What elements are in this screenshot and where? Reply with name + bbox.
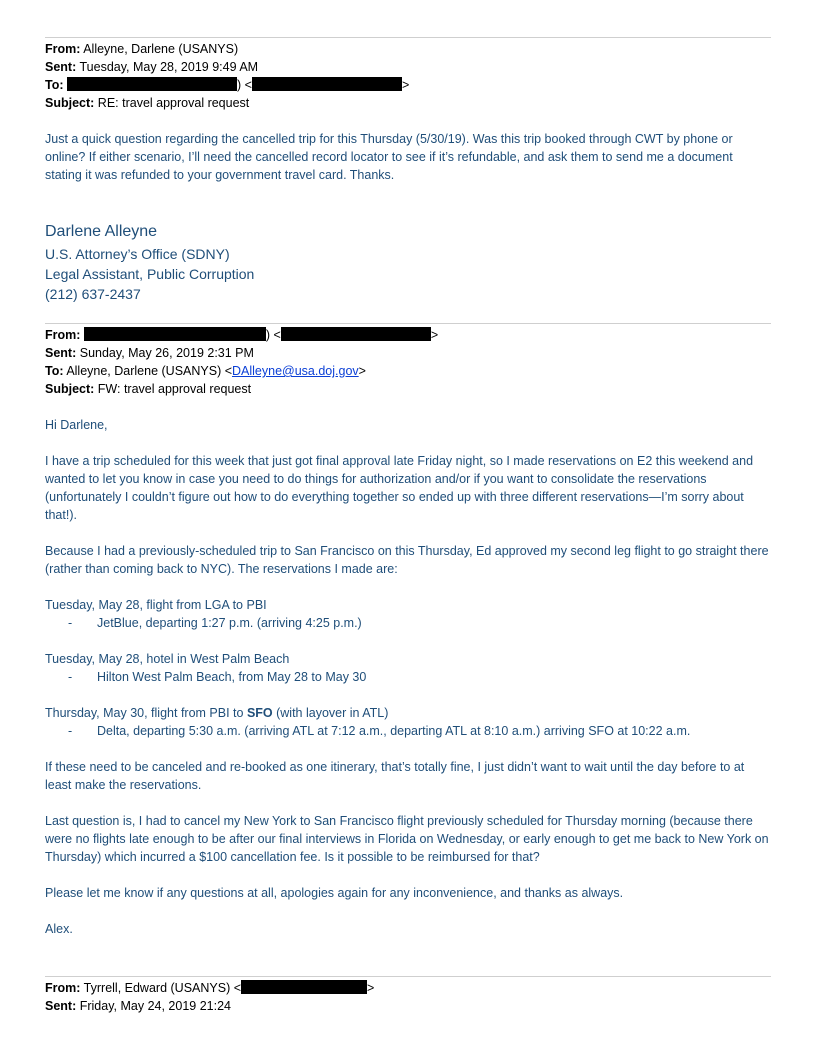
subject-label: Subject: bbox=[45, 96, 95, 110]
to-label: To: bbox=[45, 364, 64, 378]
sent-value: Friday, May 24, 2019 21:24 bbox=[79, 999, 231, 1013]
heading-text: (with layover in ATL) bbox=[272, 706, 389, 720]
sent-label: Sent: bbox=[45, 346, 77, 360]
item-text: Delta, departing 5:30 a.m. (arriving ATL at 7:12 a.m., departing ATL at 8:10 a.m.) arriving SFO at 10:22 a.m. bbox=[97, 724, 691, 738]
closing: Alex. bbox=[45, 922, 73, 936]
reservation-3-item bbox=[68, 722, 690, 740]
from-label: From: bbox=[45, 328, 81, 342]
bullet-dash: - bbox=[68, 670, 73, 684]
bullet-dash: - bbox=[68, 724, 73, 738]
from-separator: ) < bbox=[265, 328, 281, 342]
paragraph-5: Please let me know if any questions at all, apologies again for any inconvenience, and thanks as always. bbox=[45, 886, 624, 900]
subject-value: RE: travel approval request bbox=[97, 96, 250, 110]
item-text: Hilton West Palm Beach, from May 28 to May 30 bbox=[97, 670, 367, 684]
subject-label: Subject: bbox=[45, 382, 95, 396]
bullet-dash: - bbox=[68, 616, 73, 630]
email-link[interactable]: DAlleyne@usa.doj.gov bbox=[232, 364, 359, 378]
reservation-1-heading: Tuesday, May 28, flight from LGA to PBI bbox=[45, 598, 267, 612]
redaction-bar bbox=[281, 327, 431, 341]
email1-from bbox=[45, 40, 238, 58]
email1-to bbox=[45, 76, 409, 94]
email2-from bbox=[45, 326, 438, 344]
signature-name: Darlene Alleyne bbox=[45, 223, 158, 240]
heading-text: Thursday, May 30, flight from PBI to bbox=[45, 706, 247, 720]
email3-sent bbox=[45, 997, 231, 1015]
from-end: > bbox=[430, 328, 439, 342]
item-text: JetBlue, departing 1:27 p.m. (arriving 4:25 p.m.) bbox=[97, 616, 362, 630]
email1-body: Just a quick question regarding the cancelled trip for this Thursday (5/30/19). Was this trip booked through CWT by phone or online? If either scenario, I’ll need the cancelled record locator to see if it’s refundable, and ask them to send me a document stating it was refunded to your government travel card. Thanks. bbox=[45, 132, 733, 182]
email1-subject bbox=[45, 94, 249, 112]
sent-value: Tuesday, May 28, 2019 9:49 AM bbox=[79, 60, 259, 74]
reservation-2-item bbox=[68, 668, 366, 686]
greeting: Hi Darlene, bbox=[45, 418, 108, 432]
to-value: Alleyne, Darlene (USANYS) < bbox=[66, 364, 233, 378]
redaction-bar bbox=[84, 327, 266, 341]
paragraph-4: Last question is, I had to cancel my New York to San Francisco flight previously scheduled for Thursday morning (because there were no flights late enough to be after our final interviews in Florida on Wednesday, or early enough to get me back to New York on Thursday) which incurred a $100 cancellation fee. Is it possible to be reimbursed for that? bbox=[45, 814, 769, 864]
reservation-1-item bbox=[68, 614, 362, 632]
to-label: To: bbox=[45, 78, 64, 92]
to-separator: ) < bbox=[237, 78, 252, 92]
redaction-bar bbox=[241, 980, 367, 994]
subject-value: FW: travel approval request bbox=[97, 382, 252, 396]
from-value: Alleyne, Darlene (USANYS) bbox=[83, 42, 239, 56]
from-value: Tyrrell, Edward (USANYS) < bbox=[83, 981, 242, 995]
reservation-2-heading: Tuesday, May 28, hotel in West Palm Beach bbox=[45, 652, 290, 666]
header-divider bbox=[45, 976, 771, 977]
header-divider bbox=[45, 37, 771, 38]
to-end: > bbox=[401, 78, 410, 92]
paragraph-1: I have a trip scheduled for this week that just got final approval late Friday night, so I made reservations on E2 this weekend and wanted to let you know in case you need to do things for authorization and/or if you want to consolidate the reservations (unfortunately I couldn’t figure out how to do everything together so ended up with three different reservations—I’m sorry about that!). bbox=[45, 454, 754, 522]
sent-value: Sunday, May 26, 2019 2:31 PM bbox=[79, 346, 254, 360]
heading-bold: SFO bbox=[246, 706, 273, 720]
from-end: > bbox=[367, 981, 375, 995]
header-divider bbox=[45, 323, 771, 324]
email2-to bbox=[45, 362, 366, 380]
paragraph-2: Because I had a previously-scheduled trip to San Francisco on this Thursday, Ed approved my second leg flight to go straight there (rather than coming back to NYC). The reservations I made are: bbox=[45, 544, 769, 576]
email2-subject bbox=[45, 380, 251, 398]
reservation-3-heading bbox=[45, 704, 771, 722]
from-label: From: bbox=[45, 981, 81, 995]
email3-from bbox=[45, 979, 374, 997]
email1-sent bbox=[45, 58, 258, 76]
sent-label: Sent: bbox=[45, 60, 77, 74]
sent-label: Sent: bbox=[45, 999, 77, 1013]
email2-sent bbox=[45, 344, 254, 362]
paragraph-3: If these need to be canceled and re-booked as one itinerary, that’s totally fine, I just didn’t want to wait until the day before to at least make the reservations. bbox=[45, 760, 745, 792]
redaction-bar bbox=[252, 77, 402, 91]
signature-phone: (212) 637-2437 bbox=[45, 286, 141, 302]
to-end: > bbox=[358, 364, 366, 378]
redaction-bar bbox=[67, 77, 237, 91]
signature-title: Legal Assistant, Public Corruption bbox=[45, 266, 255, 282]
signature-office: U.S. Attorney’s Office (SDNY) bbox=[45, 246, 230, 262]
from-label: From: bbox=[45, 42, 81, 56]
